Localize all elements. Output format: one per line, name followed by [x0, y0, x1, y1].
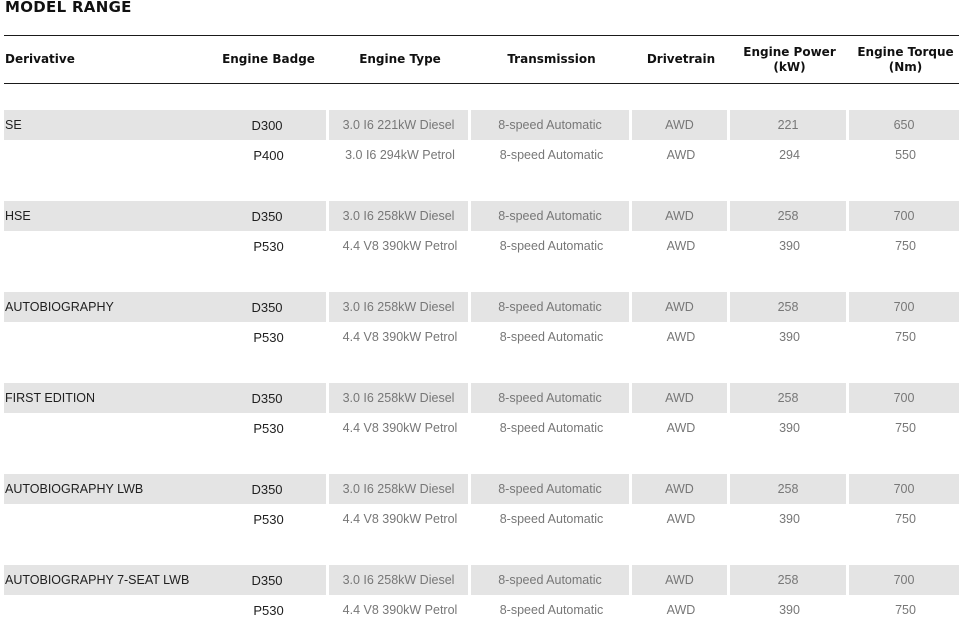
cell-drivetrain: AWD: [666, 148, 696, 162]
cell-transmission: 8-speed Automatic: [471, 292, 629, 322]
cell-derivative: [4, 413, 211, 443]
cell-engine-torque: 550: [895, 148, 916, 162]
cell-drivetrain: AWD: [666, 239, 696, 253]
cell-engine-type: 3.0 I6 258kW Diesel: [329, 201, 468, 231]
cell-derivative: AUTOBIOGRAPHY 7-SEAT LWB: [4, 565, 211, 595]
table-row: [4, 474, 959, 504]
cell-engine-badge: P530: [253, 511, 284, 527]
cell-engine-type: 3.0 I6 258kW Diesel: [329, 474, 468, 504]
cell-engine-type: 4.4 V8 390kW Petrol: [342, 330, 458, 344]
header-engine-type: Engine Type: [359, 52, 441, 66]
cell-drivetrain: AWD: [632, 474, 727, 504]
cell-engine-torque: 700: [849, 565, 959, 595]
header-engine-badge: Engine Badge: [222, 52, 315, 66]
cell-transmission: 8-speed Automatic: [499, 512, 604, 526]
cell-transmission: 8-speed Automatic: [471, 474, 629, 504]
cell-engine-badge: P400: [253, 147, 284, 163]
table-row: [4, 201, 959, 231]
cell-engine-badge: D300: [208, 110, 326, 140]
cell-transmission: 8-speed Automatic: [471, 110, 629, 140]
cell-engine-type: 4.4 V8 390kW Petrol: [342, 603, 458, 617]
cell-drivetrain: AWD: [666, 512, 696, 526]
cell-transmission: 8-speed Automatic: [499, 603, 604, 617]
cell-engine-badge: D350: [208, 565, 326, 595]
cell-drivetrain: AWD: [632, 565, 727, 595]
cell-derivative: [4, 595, 211, 625]
header-rule: [4, 83, 959, 84]
table-row: [4, 322, 959, 352]
cell-engine-power: 258: [730, 383, 846, 413]
cell-engine-badge: P530: [253, 329, 284, 345]
header-transmission: Transmission: [507, 52, 596, 66]
cell-drivetrain: AWD: [632, 292, 727, 322]
header-drivetrain: Drivetrain: [646, 52, 716, 66]
cell-engine-power: 390: [779, 603, 800, 617]
header-engine-power: Engine Power (kW): [743, 44, 836, 74]
header-engine-torque: Engine Torque (Nm): [857, 44, 954, 74]
cell-derivative: SE: [4, 110, 211, 140]
cell-engine-badge: P530: [253, 238, 284, 254]
cell-drivetrain: AWD: [632, 201, 727, 231]
table-row: [4, 413, 959, 443]
cell-engine-badge: P530: [253, 420, 284, 436]
cell-engine-type: 3.0 I6 258kW Diesel: [329, 383, 468, 413]
table-row: [4, 595, 959, 625]
table-row: [4, 383, 959, 413]
cell-derivative: [4, 140, 211, 170]
cell-engine-power: 221: [730, 110, 846, 140]
table-row: [4, 140, 959, 170]
cell-engine-type: 3.0 I6 294kW Petrol: [345, 148, 455, 162]
cell-engine-power: 390: [779, 330, 800, 344]
cell-engine-power: 390: [779, 239, 800, 253]
cell-engine-type: 4.4 V8 390kW Petrol: [342, 239, 458, 253]
cell-engine-torque: 750: [895, 330, 916, 344]
cell-transmission: 8-speed Automatic: [499, 330, 604, 344]
cell-derivative: AUTOBIOGRAPHY: [4, 292, 211, 322]
cell-engine-power: 294: [779, 148, 800, 162]
cell-transmission: 8-speed Automatic: [471, 383, 629, 413]
cell-transmission: 8-speed Automatic: [471, 565, 629, 595]
cell-drivetrain: AWD: [666, 421, 696, 435]
cell-engine-torque: 750: [895, 239, 916, 253]
cell-derivative: AUTOBIOGRAPHY LWB: [4, 474, 211, 504]
cell-engine-type: 3.0 I6 258kW Diesel: [329, 565, 468, 595]
cell-engine-type: 3.0 I6 258kW Diesel: [329, 292, 468, 322]
cell-engine-type: 4.4 V8 390kW Petrol: [342, 421, 458, 435]
cell-engine-badge: D350: [208, 201, 326, 231]
cell-engine-power: 258: [730, 565, 846, 595]
cell-engine-torque: 650: [849, 110, 959, 140]
cell-engine-torque: 700: [849, 383, 959, 413]
cell-engine-torque: 700: [849, 201, 959, 231]
table-row: [4, 504, 959, 534]
cell-engine-torque: 750: [895, 421, 916, 435]
cell-engine-torque: 750: [895, 512, 916, 526]
cell-transmission: 8-speed Automatic: [499, 239, 604, 253]
cell-engine-torque: 700: [849, 474, 959, 504]
cell-engine-badge: D350: [208, 474, 326, 504]
cell-derivative: [4, 231, 211, 261]
header-derivative: Derivative: [5, 52, 75, 66]
table-row: [4, 565, 959, 595]
cell-engine-power: 390: [779, 421, 800, 435]
cell-engine-type: 4.4 V8 390kW Petrol: [342, 512, 458, 526]
cell-transmission: 8-speed Automatic: [499, 148, 604, 162]
cell-derivative: [4, 322, 211, 352]
cell-engine-torque: 750: [895, 603, 916, 617]
cell-engine-badge: P530: [253, 602, 284, 618]
cell-engine-torque: 700: [849, 292, 959, 322]
cell-drivetrain: AWD: [632, 383, 727, 413]
cell-engine-power: 258: [730, 292, 846, 322]
cell-engine-power: 258: [730, 201, 846, 231]
cell-drivetrain: AWD: [666, 330, 696, 344]
cell-drivetrain: AWD: [666, 603, 696, 617]
cell-engine-type: 3.0 I6 221kW Diesel: [329, 110, 468, 140]
cell-drivetrain: AWD: [632, 110, 727, 140]
table-header: [4, 36, 959, 83]
table-row: [4, 110, 959, 140]
page-title: MODEL RANGE: [5, 0, 132, 16]
cell-transmission: 8-speed Automatic: [471, 201, 629, 231]
cell-engine-badge: D350: [208, 292, 326, 322]
cell-engine-power: 258: [730, 474, 846, 504]
cell-engine-badge: D350: [208, 383, 326, 413]
cell-transmission: 8-speed Automatic: [499, 421, 604, 435]
cell-engine-power: 390: [779, 512, 800, 526]
cell-derivative: [4, 504, 211, 534]
cell-derivative: FIRST EDITION: [4, 383, 211, 413]
table-row: [4, 231, 959, 261]
table-row: [4, 292, 959, 322]
cell-derivative: HSE: [4, 201, 211, 231]
